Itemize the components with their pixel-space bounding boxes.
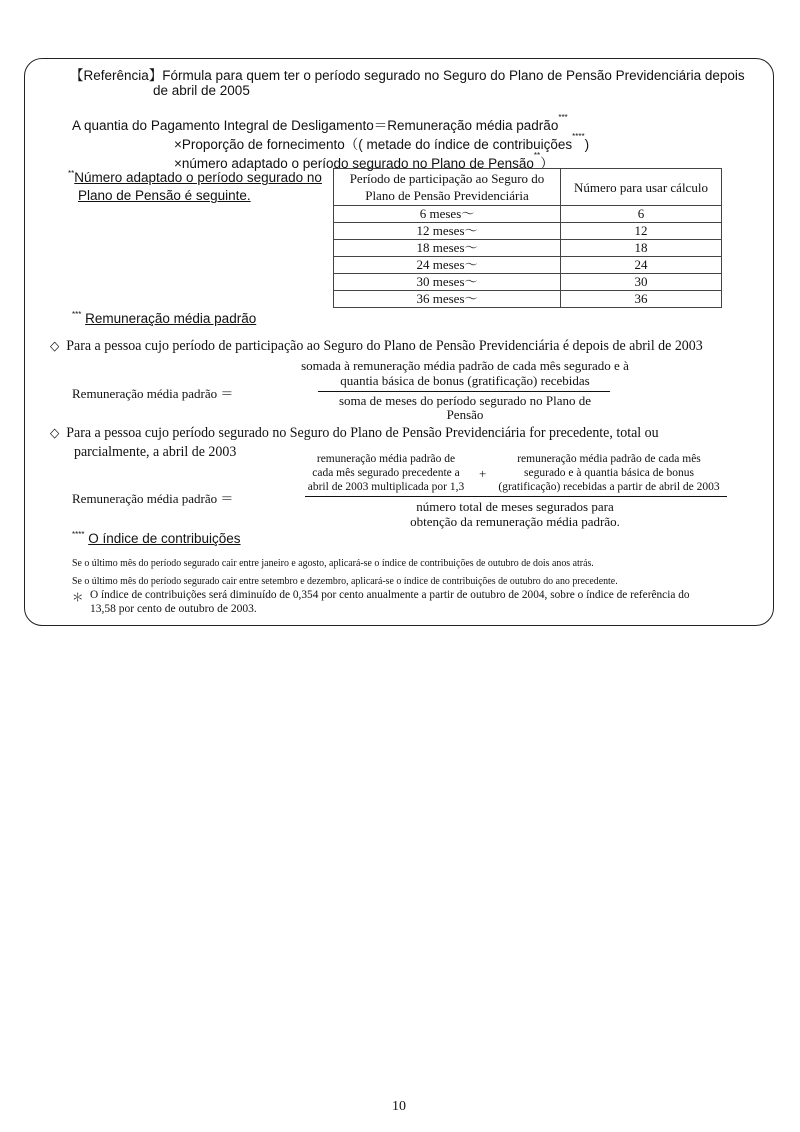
case2-lhs: Remuneração média padrão ＝ [72,491,234,506]
note-adapted-line2: Plano de Pensão é seguinte. [78,188,251,203]
case2-numerator-a: remuneração média padrão de cada mês segurado precedente a abril de 2003 multiplicada por 1,3 [307,453,465,493]
note-adapted: **Número adaptado o período segurado no [68,169,322,185]
table-header-number: Número para usar cálculo [561,169,722,206]
table-row: 18 meses～ 18 [334,240,722,257]
contrib-note-2: Se o último mês do período segurado cair entre setembro e dezembro, aplicará-se o índice de contribuições de outubro do ano precedente. [72,575,618,587]
period-table [333,168,722,308]
case2-text-line2: parcialmente, a abril de 2003 [74,444,237,460]
case2-fraction-line [305,496,727,497]
remuneration-heading: *** Remuneração média padrão [72,310,257,326]
reference-label: 【Referência】 [70,68,163,83]
case1-denominator: soma de meses do período segurado no Plano de Pensão [338,393,591,422]
contrib-note-1: Se o último mês do período segurado cair entre janeiro e agosto, aplicará-se o índice de contribuições de outubro de dois anos atrás. [72,557,594,569]
table-row: 24 meses～ 24 [334,257,722,274]
case1-lhs: Remuneração média padrão ＝ [72,386,234,401]
reference-title: 【Referência】Fórmula para quem ter o período segurado no Seguro do Plano de Pensão Previdenciária depois [70,68,745,83]
case2-plus: + [479,466,487,481]
formula-line2: ×Proporção de fornecimento（( metade do índice de contribuições****) [174,132,590,152]
case2-numerator-b: remuneração média padrão de cada mês segurado e à quantia básica de bonus (gratificação) recebidas a partir de abril de 2003 [498,453,720,493]
case2-text: ◇ Para a pessoa cujo período segurado no Seguro do Plano de Pensão Previdenciária for precedente, total ou [50,425,659,441]
table-row: 12 meses～ 12 [334,223,722,240]
table-header-period: Período de participação ao Seguro do Plano de Pensão Previdenciária [334,169,561,206]
diamond-bullet-icon: ◇ [50,339,60,354]
case1-text: ◇ Para a pessoa cujo período de participação ao Seguro do Plano de Pensão Previdenciária é depois de abril de 2003 [50,338,703,354]
contrib-note-3: O índice de contribuições será diminuído de 0,354 por cento anualmente a partir de outubro de 2004, sobre o índice de referência do [90,589,690,601]
page-number: 10 [392,1099,406,1114]
table-row: 36 meses～ 36 [334,291,722,308]
case1-numerator: somada à remuneração média padrão de cada mês segurado e à quantia básica de bonus (gratificação) recebidas [301,358,629,388]
table-row: 30 meses～ 30 [334,274,722,291]
asterisk-icon: ＊ [72,592,84,604]
case2-denominator: número total de meses segurados para obtenção da remuneração média padrão. [410,499,620,529]
contrib-note-3b: 13,58 por cento de outubro de 2003. [90,603,257,615]
diamond-bullet-icon: ◇ [50,426,60,441]
table-header-row [334,169,722,206]
table-row: 6 meses～ 6 [334,206,722,223]
formula-line1: A quantia do Pagamento Integral de Desligamento＝Remuneração média padrão*** [72,113,568,133]
formula-line3: ×número adaptado o período segurado no Plano de Pensão**） [174,151,554,171]
reference-title-line2: de abril de 2005 [153,83,250,98]
contributions-heading: **** O índice de contribuições [72,530,241,546]
